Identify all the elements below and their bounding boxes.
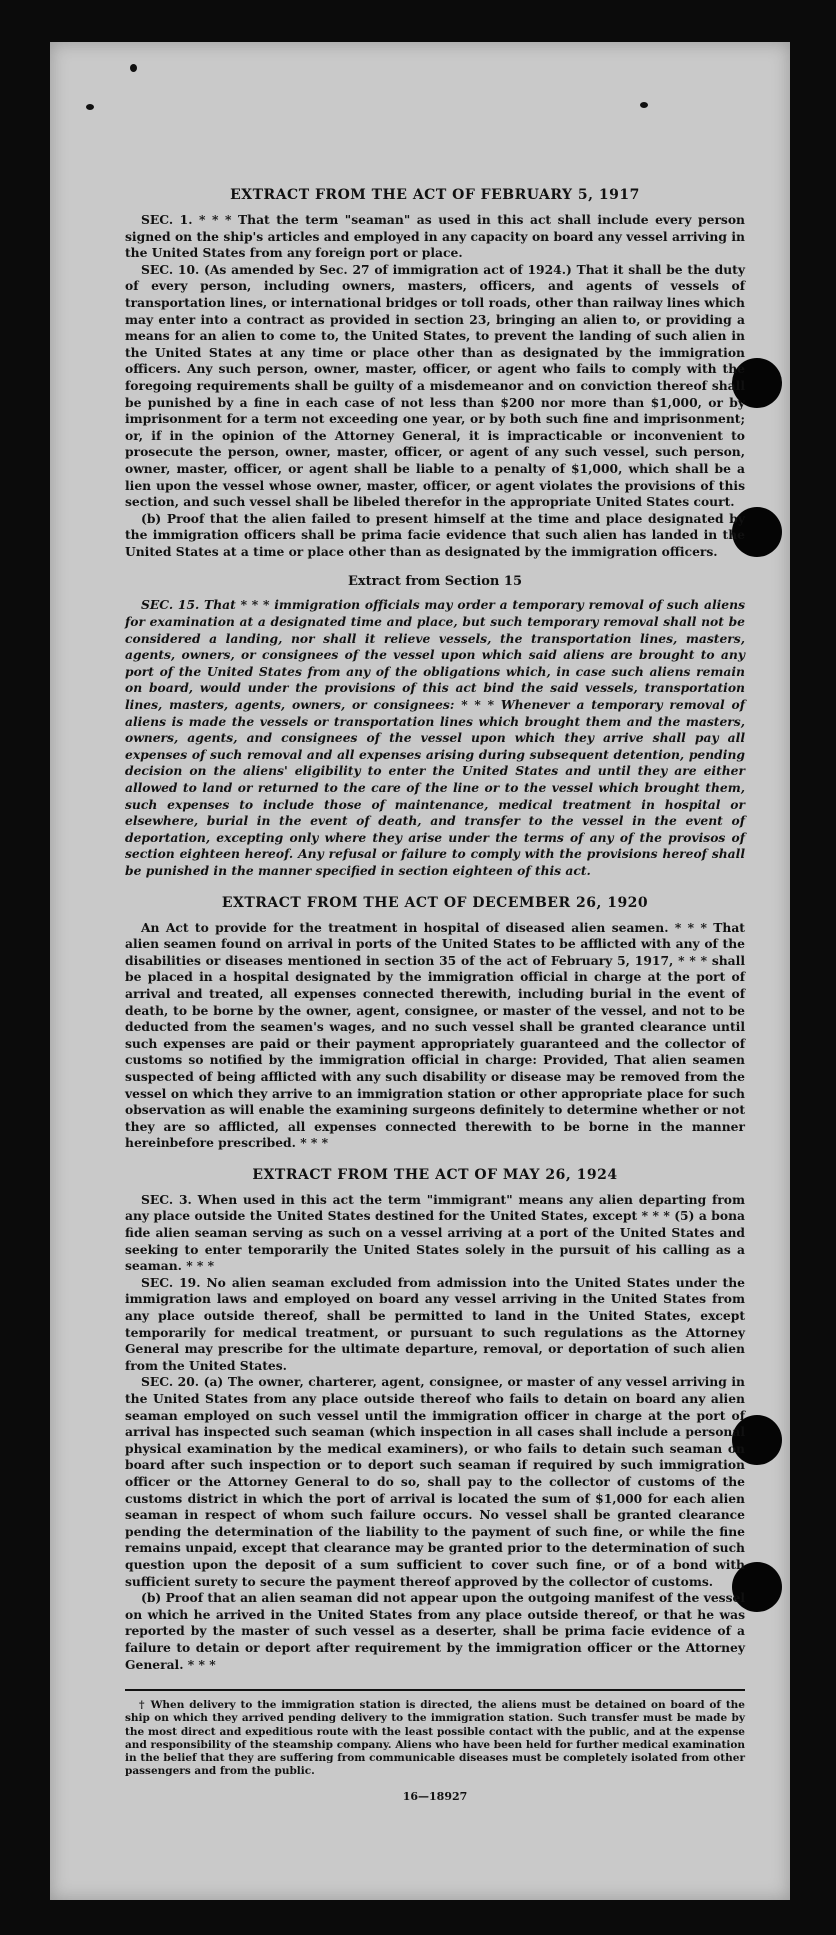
section-3-text: SEC. 3. When used in this act the term "immigrant" means any alien departing from any place outside the United States destined for the United States, except * * * (5) a bona fide alien seaman serving as such on a vessel arriving at a port of the United States and seeking to enter temporarily the United States solely in the pursuit of his calling as a seaman. * * *: [125, 1191, 745, 1274]
section-1-text: SEC. 1. * * * That the term "seaman" as used in this act shall include every person signed on the ship's articles and employed in any capacity on board any vessel arriving in the United States from any foreign port or place.: [125, 212, 745, 261]
footnote-text: † When delivery to the immigration station is directed, the aliens must be detained on board of the ship on which they arrived pending delivery to the immigration station. Such transfer must be made by the most direct and expeditious route with the least possible contact with the public, and at the expense and responsibility of the steamship company. Aliens who have been held for further medical examination in the belief that they are suffering from communicable diseases must be completely isolated from other passengers and from the public.: [125, 1699, 745, 1778]
section-15-text: SEC. 15. That * * * immigration officials may order a temporary removal of such aliens for examination at a designated time and place, but such temporary removal shall not be considered a landing, nor shall it relieve vessels, the transportation lines, masters, agents, owners, or consignees of the vessel upon which said aliens are brought to any port of the United States from any of the obligations which, in case such aliens remain on board, would under the provisions of this act bind the said vessels, transportation lines, masters, agents, owners, or consignees: * * * Whenever a temporary removal of aliens is made the vessels or transportation lines which brought them and the masters, owners, agents, and consignees of the vessel upon which they arrive shall pay all expenses of such removal and all expenses arising during subsequent detention, pending decision on the aliens' eligibility to enter the United States and until they are either allowed to land or returned to the care of the line or to the vessel which brought them, such expenses to include those of maintenance, medical treatment in hospital or elsewhere, burial in the event of death, and transfer to the vessel in the event of deportation, excepting only where they arise under the terms of any of the provisos of section eighteen hereof. Any refusal or failure to comply with the provisions hereof shall be punished in the manner specified in section eighteen of this act.: [125, 597, 745, 878]
section-19-text: SEC. 19. No alien seaman excluded from admission into the United States under the immigration laws and employed on board any vessel arriving in the United States from any place outside thereof, shall be permitted to land in the United States, except temporarily for medical treatment, or pursuant to such regulations as the Attorney General may prescribe for the ultimate departure, removal, or deportation of such alien from the United States.: [125, 1274, 745, 1373]
act-1920-text: An Act to provide for the treatment in hospital of diseased alien seamen. * * * That alien seamen found on arrival in ports of the United States to be afflicted with any of the disabilities or diseases mentioned in section 35 of the act of February 5, 1917, * * * shall be placed in a hospital designated by the immigration official in charge at the port of arrival and treated, all expenses connected therewith, including burial in the event of death, to be borne by the owner, agent, consignee, or master of the vessel, and not to be deducted from the seamen's wages, and no such vessel shall be granted clearance until such expenses are paid or their payment appropriately guaranteed and the collector of customs so notified by the immigration official in charge: Provided, That alien seamen suspected of being afflicted with any such disability or disease may be removed from the vessel on which they arrive to an immigration station or other appropriate place for such observation as will enable the examining surgeons definitely to determine whether or not they are so afflicted, all expenses connected therewith to be borne in the manner hereinbefore prescribed. * * *: [125, 919, 745, 1151]
heading-act-1924: EXTRACT FROM THE ACT OF MAY 26, 1924: [252, 1166, 618, 1183]
section-20a-text: SEC. 20. (a) The owner, charterer, agent, consignee, or master of any vessel arriving in the United States from any place outside thereof who fails to detain on board any alien seaman employed on such vessel until the immigration officer in charge at the port of arrival has inspected such seaman (which inspection in all cases shall include a personal physical examination by the medical examiners), or who fails to detain such seaman on board after such inspection or to deport such seaman if required by such immigration officer or the Attorney General to do so, shall pay to the collector of customs of the customs district in which the port of arrival is located the sum of $1,000 for each alien seaman in respect of whom such failure occurs. No vessel shall be granted clearance pending the determination of the liability to the payment of such fine, or while the fine remains unpaid, except that clearance may be granted prior to the determination of such question upon the deposit of a sum sufficient to cover such fine, or of a bond with sufficient surety to secure the payment thereof approved by the collector of customs.: [125, 1374, 745, 1589]
print-code: 16—18927: [402, 1790, 468, 1804]
section-20b-text: (b) Proof that an alien seaman did not appear upon the outgoing manifest of the vessel on which he arrived in the United States from any place outside thereof, or that he was reported by the master of such vessel as a deserter, shall be prima facie evidence of a failure to detain or deport after requirement by the immigration officer or the Attorney General. * * *: [125, 1590, 745, 1672]
document-content: [125, 186, 745, 1803]
section-10-text: SEC. 10. (As amended by Sec. 27 of immigration act of 1924.) That it shall be the duty of every person, including owners, masters, officers, and agents of vessels of transportation lines, or international bridges or toll roads, other than railway lines which may enter into a contract as provided in section 23, bringing an alien to, or providing a means for an alien to come to, the United States, to prevent the landing of such alien in the United States at any time or place other than as designated by the immigration officers. Any such person, owner, master, officer, or agent who fails to comply with the foregoing requirements shall be guilty of a misdemeanor and on conviction thereof shall be punished by a fine in each case of not less than $200 nor more than $1,000, or by imprisonment for a term not exceeding one year, or by both such fine and imprisonment; or, if in the opinion of the Attorney General, it is impracticable or inconvenient to prosecute the person, owner, master, officer, or agent of any such vessel, such person, owner, master, officer, or agent shall be liable to a penalty of $1,000, which shall be a lien upon the vessel whose owner, master, officer, or agent violates the provisions of this section, and such vessel shall be libeled therefor in the appropriate United States court.: [125, 261, 745, 510]
heading-section-15: Extract from Section 15: [347, 574, 523, 590]
heading-act-1917: EXTRACT FROM THE ACT OF FEBRUARY 5, 1917: [230, 187, 640, 203]
footnote-divider: [125, 1689, 745, 1691]
ink-speck: [86, 104, 94, 110]
ink-speck: [640, 102, 648, 108]
document-page: [50, 42, 790, 1900]
ink-speck: [130, 64, 137, 72]
section-10b-text: (b) Proof that the alien failed to present himself at the time and place designated by the immigration officers shall be prima facie evidence that such alien has landed in the United States at a time or place other than as designated by the immigration officers.: [125, 510, 745, 559]
heading-act-1920: EXTRACT FROM THE ACT OF DECEMBER 26, 1920: [221, 894, 649, 911]
